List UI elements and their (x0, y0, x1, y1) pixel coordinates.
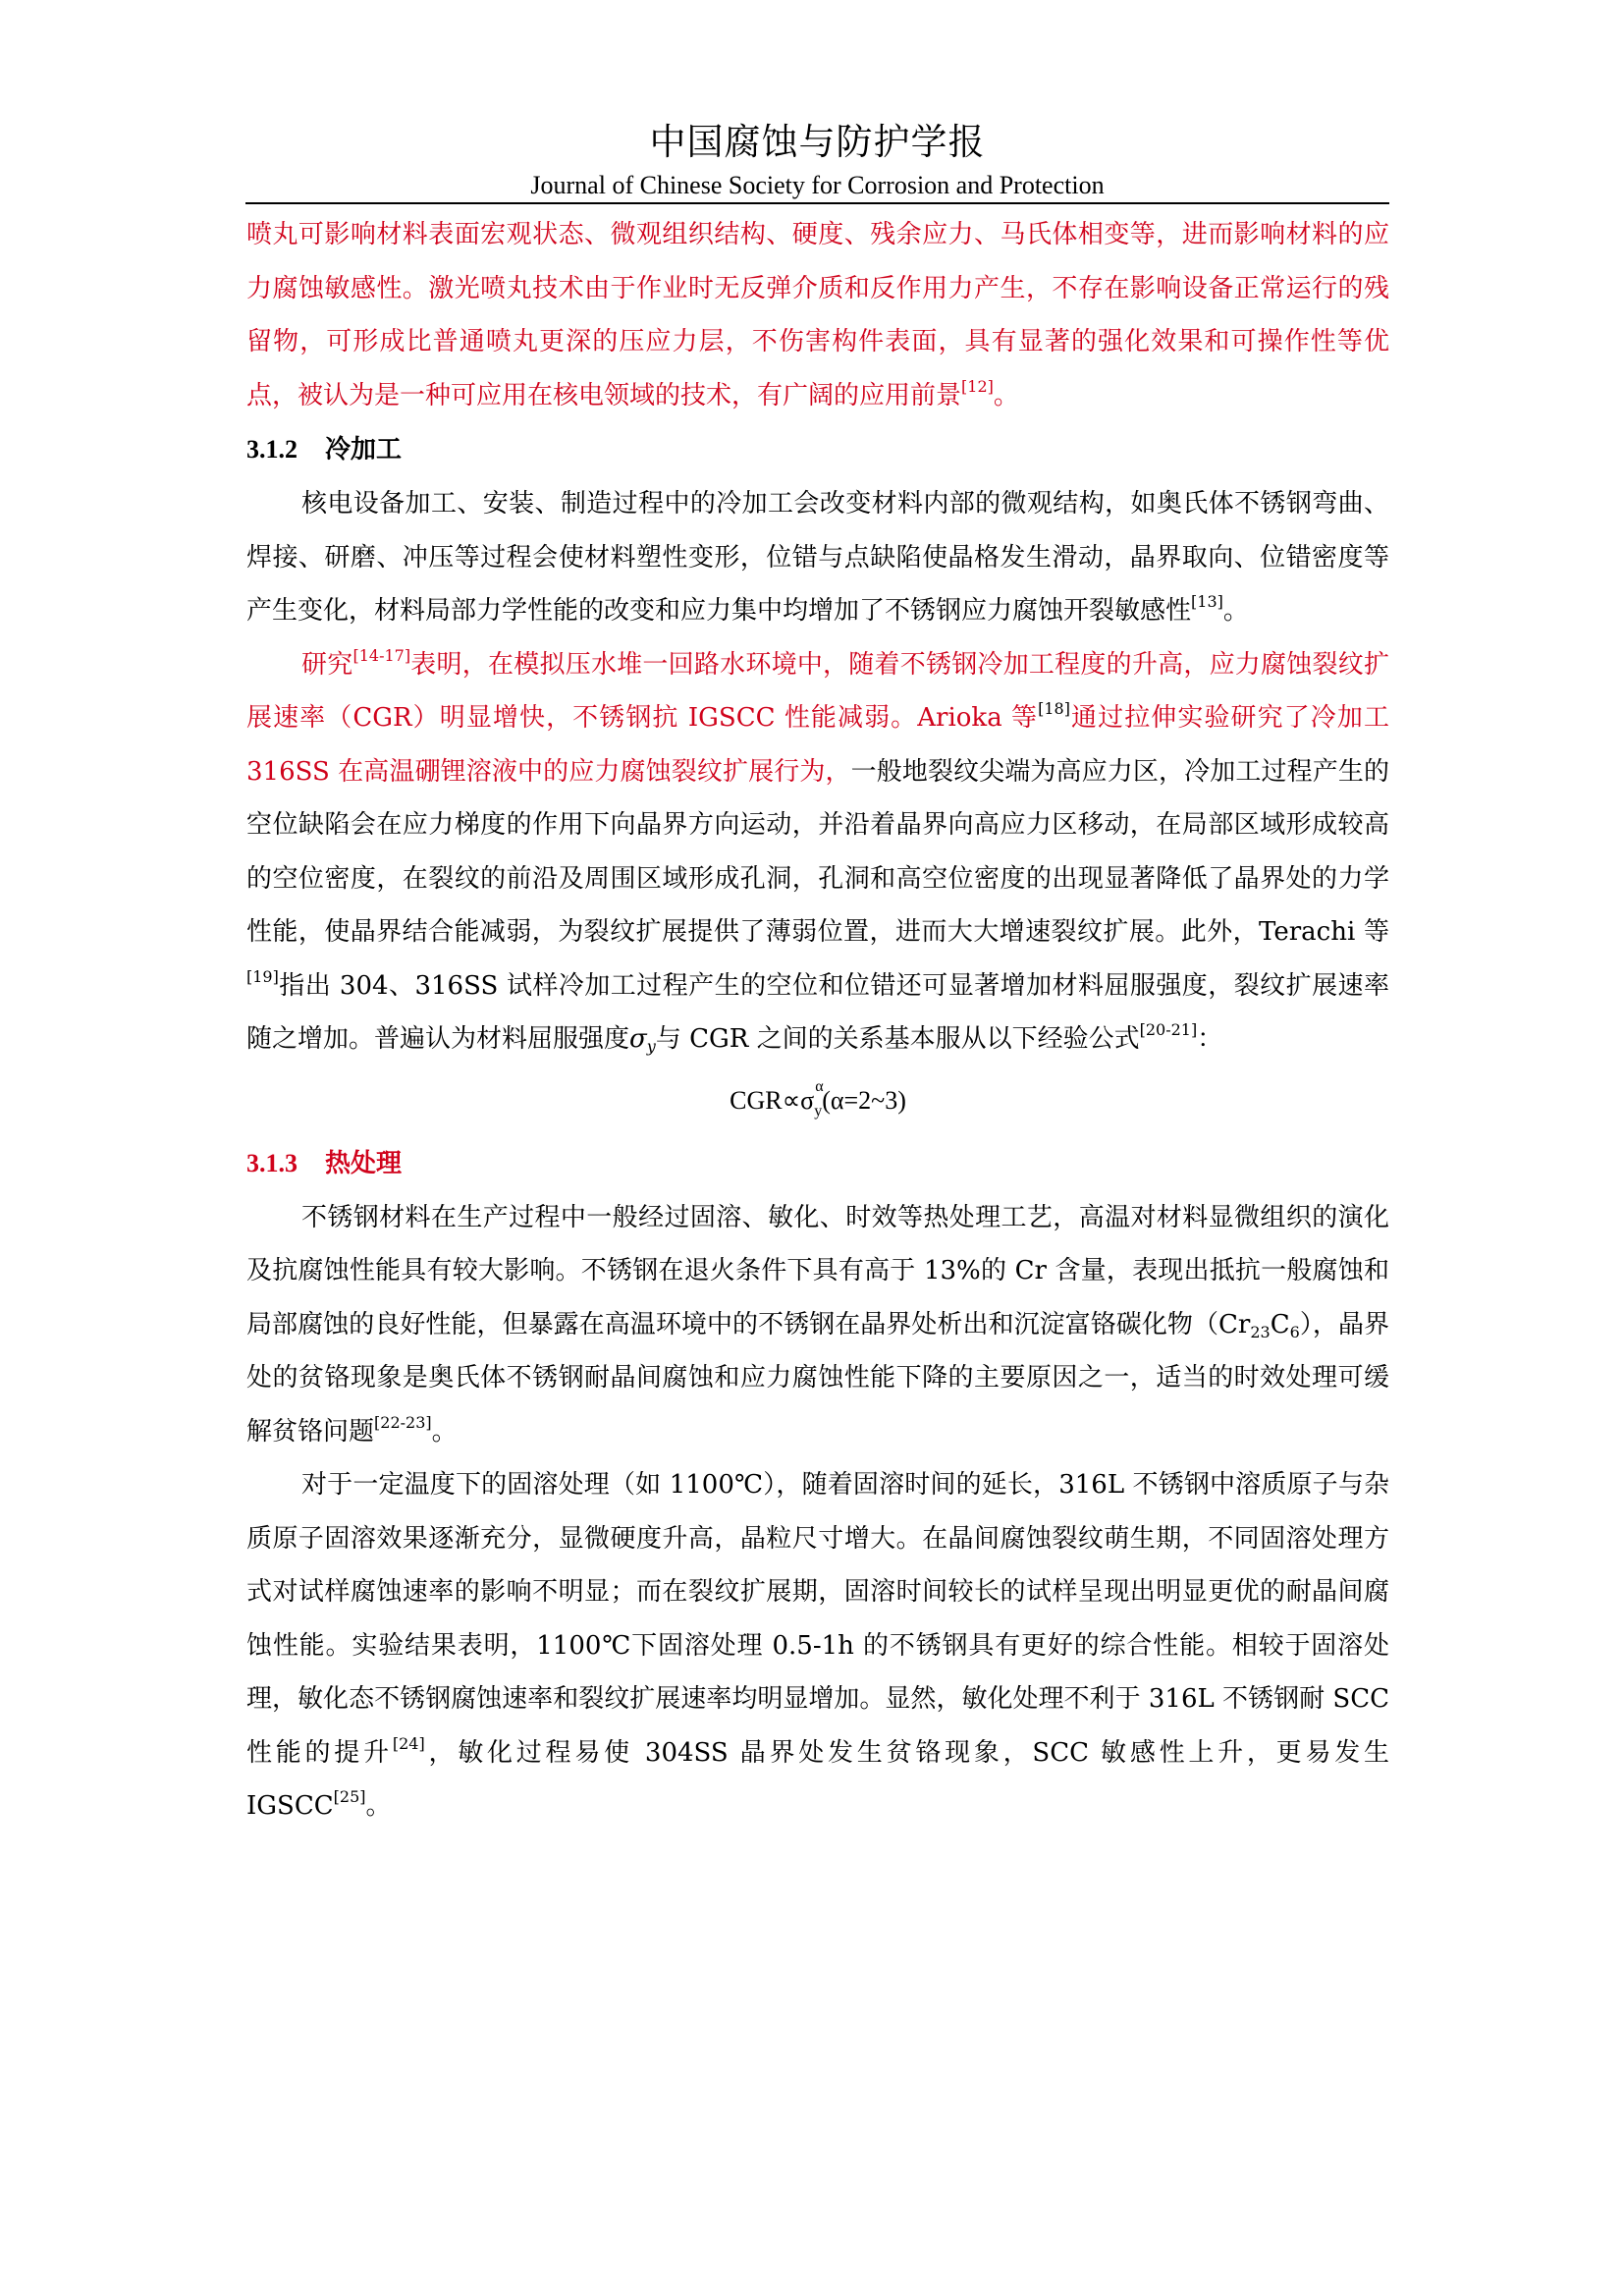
citation: [20-21] (1139, 1020, 1198, 1039)
equation-lhs: CGR∝σ (730, 1085, 815, 1115)
punctuation: 。 (1222, 596, 1249, 626)
paragraph-text: 表明，在模拟压水堆一回路水环境中，随着不锈钢冷加工程度的升高，应力腐蚀裂纹扩展速率（CGR）明显增快，不锈钢抗 IGSCC 性能减弱。Arioka 等 (246, 649, 1389, 733)
punctuation: 。 (993, 380, 1019, 410)
paragraph-text: 研究 (301, 649, 353, 680)
paragraph-heat-treatment (246, 1191, 1389, 1459)
paragraph-text: 核电设备加工、安装、制造过程中的冷加工会改变材料内部的微观结构，如奥氏体不锈钢弯曲、焊接、研磨、冲压等过程会使材料塑性变形，位错与点缺陷使晶格发生滑动，晶界取向、位错密度等产生变化，材料局部力学性能的改变和应力集中均增加了不锈钢应力腐蚀开裂敏感性 (246, 489, 1389, 626)
paragraph-text: 与 CGR 之间的关系基本服从以下经验公式 (655, 1024, 1140, 1054)
paragraph-text: 一般地裂纹尖端为高应力区，冷加工过程产生的空位缺陷会在应力梯度的作用下向晶界方向运动，并沿着晶界向高应力区移动，在局部区域形成较高的空位密度，在裂纹的前沿及周围区域形成孔洞，孔洞和高空位密度的出现显著降低了晶界处的力学性能，使晶界结合能减弱，为裂纹扩展提供了薄弱位置，进而大大增速裂纹扩展。此外，Terachi 等 (246, 756, 1389, 947)
sigma-subscript: y (646, 1037, 656, 1056)
citation: [12] (961, 376, 994, 396)
journal-title-chinese: 中国腐蚀与防护学报 (649, 121, 986, 163)
section-heading-3-1-3 (246, 1137, 1389, 1190)
journal-header (245, 118, 1389, 202)
sigma-symbol: σ (629, 1024, 647, 1054)
equation-subscript: y (814, 1102, 823, 1120)
paragraph-text: ），晶界处的贫铬现象是奥氏体不锈钢耐晶间腐蚀和应力腐蚀性能下降的主要原因之一，适当的时效处理可缓解贫铬问题 (246, 1309, 1389, 1447)
paragraph-text: 对于一定温度下的固溶处理（如 1100℃），随着固溶时间的延长，316L 不锈钢中溶质原子与杂质原子固溶效果逐渐充分，显微硬度升高，晶粒尺寸增大。在晶间腐蚀裂纹萌生期，不同固溶处理方式对试样腐蚀速率的影响不明显；而在裂纹扩展期，固溶时间较长的试样呈现出明显更优的耐晶间腐蚀性能。实验结果表明，1100℃下固溶处理 0.5-1h 的不锈钢具有更好的综合性能。相较于固溶处理，敏化态不锈钢腐蚀速率和裂纹扩展速率均明显增加。显然，敏化处理不利于 316L 不锈钢耐 SCC 性能的提升 (246, 1470, 1389, 1768)
paragraph-text: C (1270, 1309, 1290, 1339)
chemical-subscript: 23 (1250, 1322, 1271, 1341)
section-heading-3-1-2 (246, 423, 1389, 476)
section-number: 3.1.2 (246, 435, 298, 464)
paragraph-text: 指出 304、316SS 试样冷加工过程产生的空位和位错还可显著增加材料屈服强度，裂纹扩展速率随之增加。普遍认为材料屈服强度 (246, 970, 1389, 1054)
punctuation: 。 (365, 1791, 392, 1821)
journal-title-english: Journal of Chinese Society for Corrosion and Protection (530, 171, 1105, 199)
citation: [22-23] (374, 1412, 432, 1432)
equation-rhs: (α=2~3) (822, 1085, 906, 1115)
paragraph-text: 不锈钢材料在生产过程中一般经过固溶、敏化、时效等热处理工艺，高温对材料显微组织的演化及抗腐蚀性能具有较大影响。不锈钢在退火条件下具有高于 13%的 Cr 含量，表现出抵抗一般腐蚀和局部腐蚀的良好性能，但暴露在高温环境中的不锈钢在晶界处析出和沉淀富铬碳化物（Cr (246, 1202, 1389, 1339)
citation: [14-17] (352, 645, 411, 665)
paragraph-solution-treatment (246, 1458, 1389, 1833)
citation: [24] (392, 1733, 425, 1753)
citation: [25] (333, 1787, 366, 1806)
header-rule (245, 202, 1389, 204)
paragraph-text: 通过拉伸实验研究了冷加工 316SS 在高温硼锂溶液中的应力腐蚀裂纹扩展行为， (246, 703, 1389, 787)
equation-superscript: α (815, 1077, 824, 1095)
citation: [19] (246, 966, 279, 986)
section-number: 3.1.3 (246, 1148, 298, 1177)
paragraph-cold-work-research (246, 638, 1389, 1066)
citation: [13] (1191, 592, 1223, 611)
article-body (246, 208, 1389, 1833)
paragraph-text: 喷丸可影响材料表面宏观状态、微观组织结构、硬度、残余应力、马氏体相变等，进而影响材料的应力腐蚀敏感性。激光喷丸技术由于作业时无反弹介质和反作用力产生，不存在影响设备正常运行的残留物，可形成比普通喷丸更深的压应力层，不伤害构件表面，具有显著的强化效果和可操作性等优点，被认为是一种可应用在核电领域的技术，有广阔的应用前景 (246, 220, 1389, 410)
chemical-subscript: 6 (1289, 1322, 1300, 1341)
equation-scripts (814, 1074, 822, 1131)
paragraph-text: ，敏化过程易使 304SS 晶界处发生贫铬现象，SCC 敏感性上升，更易发生 IGSCC (246, 1737, 1389, 1821)
punctuation: 。 (431, 1416, 458, 1447)
section-title: 热处理 (325, 1148, 403, 1178)
paragraph-cold-work-intro (246, 477, 1389, 638)
section-title: 冷加工 (325, 435, 403, 465)
equation-cgr (246, 1074, 1389, 1131)
punctuation: ： (1197, 1024, 1223, 1054)
paragraph-laser-peening (246, 208, 1389, 422)
citation: [18] (1038, 699, 1070, 718)
